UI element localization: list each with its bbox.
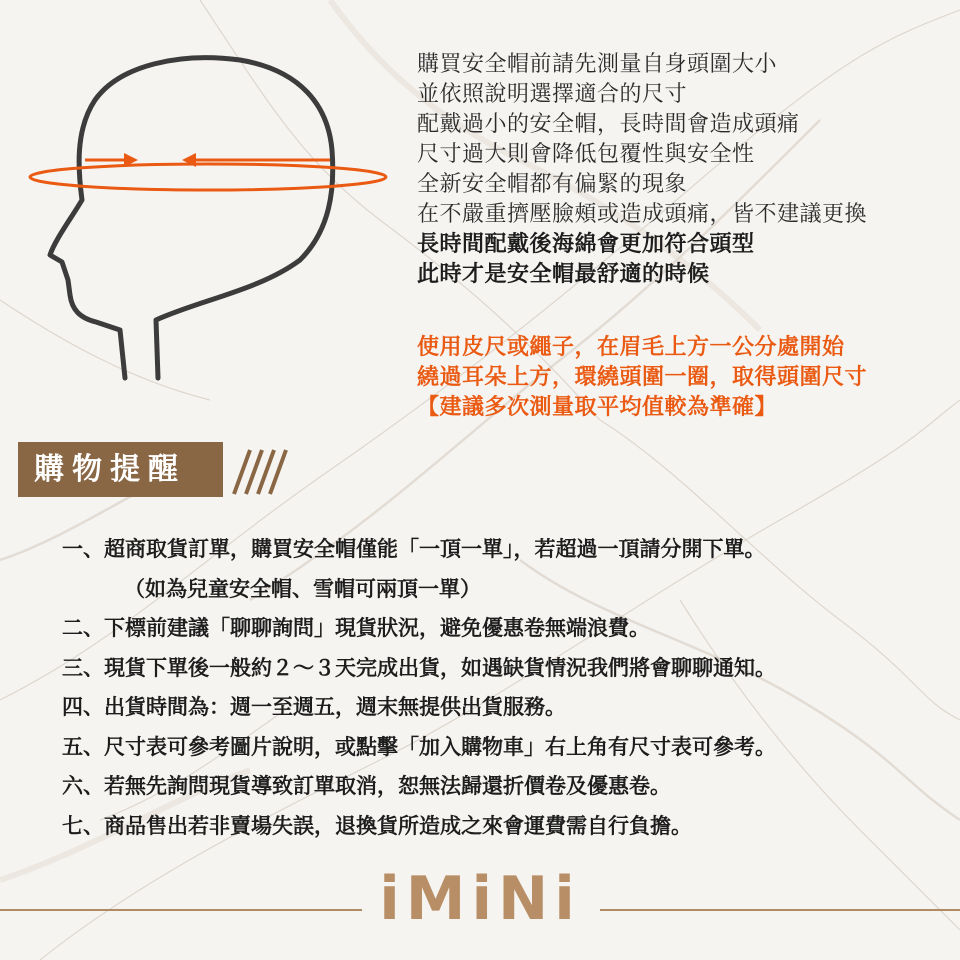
note-item: 七、商品售出若非賣場失誤，退換貨所造成之來會運費需自行負擔。 <box>62 813 692 838</box>
note-subline: （如為兒童安全帽、雪帽可兩頂一單） <box>124 576 481 601</box>
imini-logo: iMiNi <box>379 864 581 934</box>
banner-slash-decoration <box>222 442 292 497</box>
sizing-intro-text <box>417 50 957 290</box>
head-measurement-illustration <box>0 0 400 400</box>
shopping-reminder-banner: 購物提醒 <box>18 442 223 497</box>
intro-line: 尺寸過大則會降低包覆性與安全性 <box>417 142 755 167</box>
instruction-line: 【建議多次測量取平均值較為準確】 <box>417 395 778 420</box>
intro-line: 在不嚴重擠壓臉頰或造成頭痛，皆不建議更換 <box>417 202 868 227</box>
intro-line: 全新安全帽都有偏緊的現象 <box>417 172 688 197</box>
note-item: 六、若無先詢問現貨導致訂單取消，恕無法歸還折價卷及優惠卷。 <box>62 774 671 798</box>
instruction-line: 使用皮尺或繩子，在眉毛上方一公分處開始 <box>417 335 845 360</box>
intro-line: 此時才是安全帽最舒適的時候 <box>417 262 710 287</box>
shopping-notes-list <box>62 530 957 846</box>
intro-line: 購買安全帽前請先測量自身頭圍大小 <box>417 52 778 77</box>
note-item: 四、出貨時間為：週一至週五，週末無提供出貨服務。 <box>62 695 566 719</box>
footer-divider-right <box>600 909 960 911</box>
intro-line: 並依照說明選擇適合的尺寸 <box>417 82 688 107</box>
footer-divider-left <box>0 909 362 911</box>
note-item: 一、超商取貨訂單，購買安全帽僅能「一頂一單」，若超過一頂請分開下單。 <box>62 537 766 561</box>
note-item: 三、現貨下單後一般約２～３天完成出貨，如遇缺貨情況我們將會聊聊通知。 <box>62 655 776 680</box>
measurement-instructions <box>417 333 957 423</box>
intro-line: 長時間配戴後海綿會更加符合頭型 <box>417 232 755 257</box>
intro-line: 配戴過小的安全帽，長時間會造成頭痛 <box>417 112 800 137</box>
note-item: 五、尺寸表可參考圖片說明，或點擊「加入購物車」右上角有尺寸表可參考。 <box>62 734 776 759</box>
note-item: 二、下標前建議「聊聊詢問」現貨狀況，避免優惠卷無端浪費。 <box>62 616 650 640</box>
head-outline <box>50 58 333 378</box>
instruction-line: 繞過耳朵上方，環繞頭圍一圈，取得頭圍尺寸 <box>417 365 868 390</box>
